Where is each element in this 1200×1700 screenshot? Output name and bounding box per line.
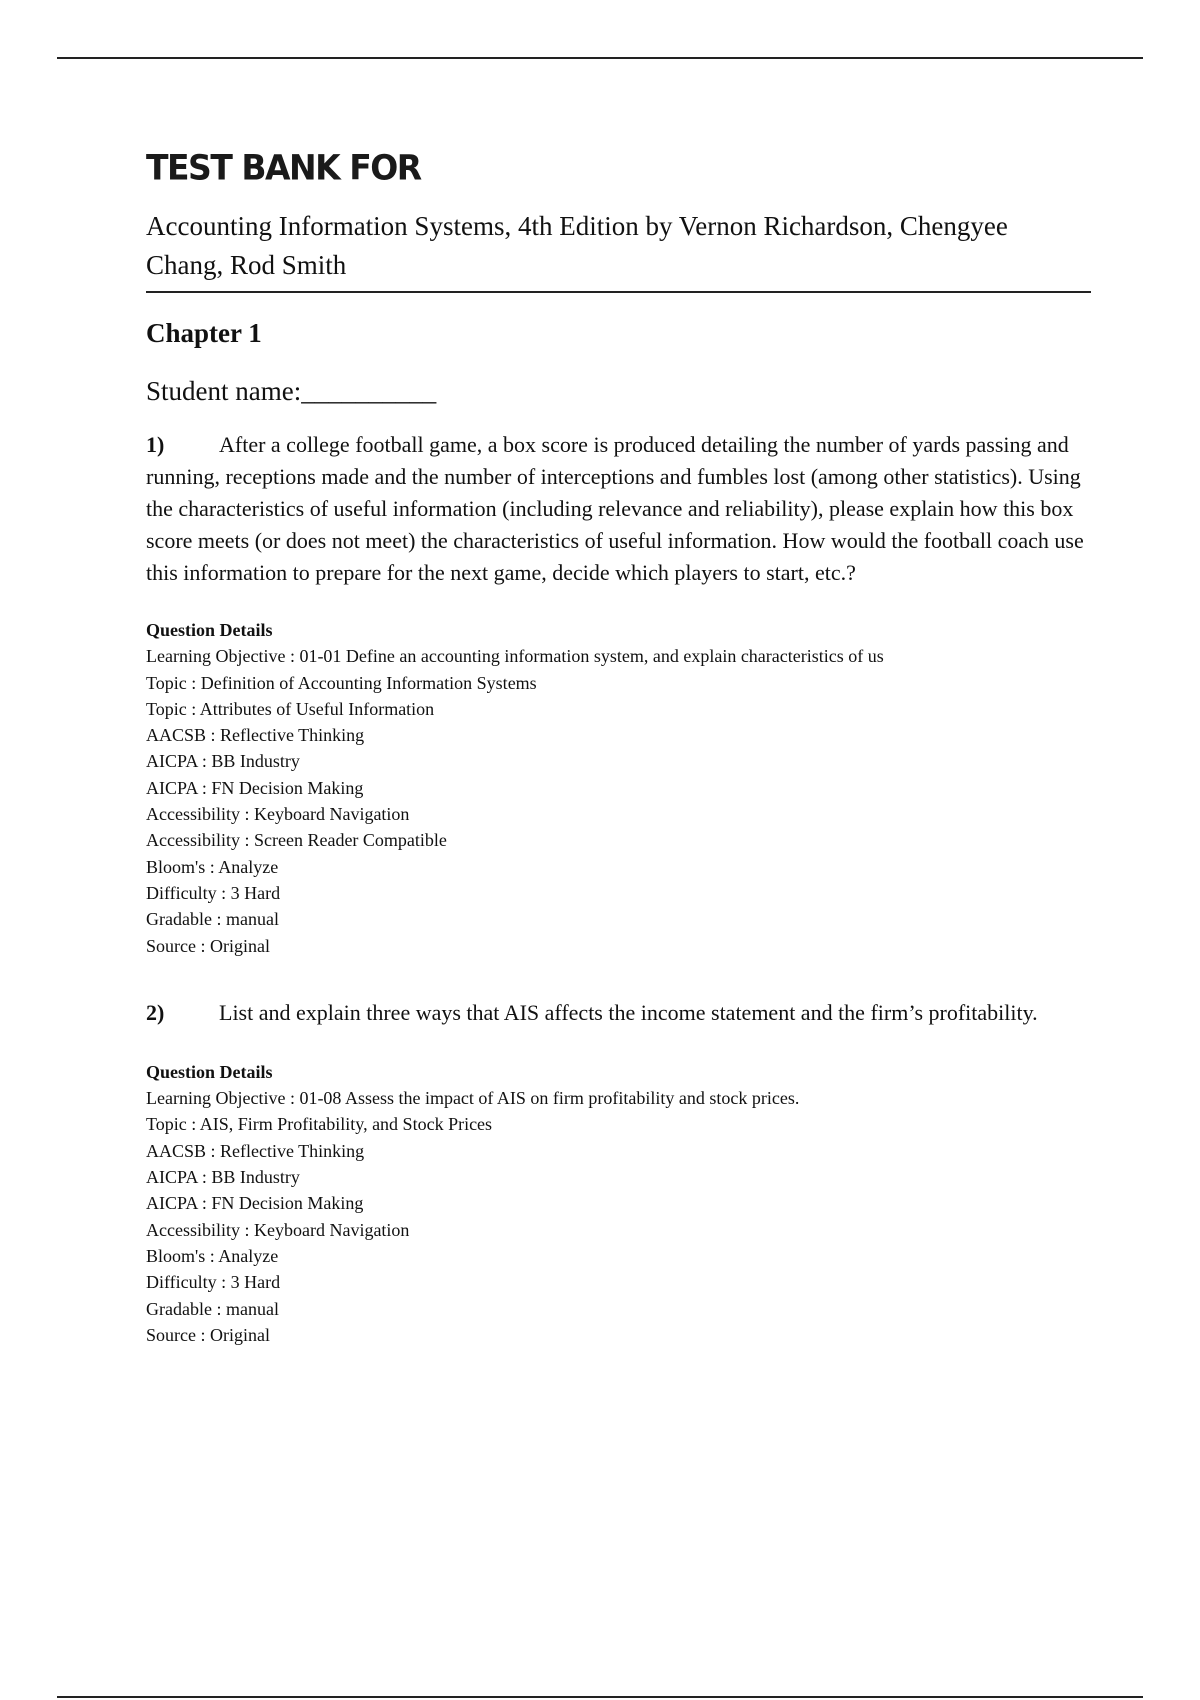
page-content — [146, 146, 1091, 1348]
top-rule — [57, 57, 1143, 59]
detail-line: Bloom's : Analyze — [146, 1245, 279, 1266]
question-2-details — [146, 1059, 1091, 1348]
detail-line: Gradable : manual — [146, 909, 279, 930]
detail-line: Gradable : manual — [146, 1298, 279, 1319]
detail-line: Difficulty : 3 Hard — [146, 1272, 281, 1293]
detail-line: Topic : Attributes of Useful Information — [146, 698, 435, 719]
document-subtitle: Accounting Information Systems, 4th Edition by Vernon Richardson, Chengyee Chang, Rod Smith — [146, 207, 1091, 293]
details-title: Question Details — [146, 1061, 273, 1082]
detail-line: Accessibility : Screen Reader Compatible — [146, 830, 447, 851]
details-title: Question Details — [146, 620, 273, 640]
question-number: 2) — [146, 999, 165, 1025]
detail-line: AICPA : FN Decision Making — [146, 1193, 364, 1214]
question-number: 1) — [146, 432, 165, 457]
detail-line: Source : Original — [146, 935, 270, 956]
detail-line: Accessibility : Keyboard Navigation — [146, 804, 410, 825]
detail-line: Source : Original — [146, 1324, 270, 1345]
student-name-field: Student name:__________ — [146, 376, 437, 406]
question-text: After a college football game, a box score is produced detailing the number of yards passing and running, receptions made and the number of interceptions and fumbles lost (among other statistics). Using the characteristics of useful information (including relevance and reliability), please explain how this box score meets (or does not meet) the characteristics of useful information. How would the football coach use this information to prepare for the next game, decide which players to start, etc.? — [146, 432, 1084, 585]
bottom-rule — [57, 1696, 1143, 1698]
chapter-heading: Chapter 1 — [146, 318, 262, 348]
detail-line: Topic : AIS, Firm Profitability, and Stock Prices — [146, 1114, 493, 1135]
question-2 — [146, 997, 1091, 1029]
detail-line: Difficulty : 3 Hard — [146, 882, 281, 903]
document-title: TEST BANK FOR — [146, 146, 421, 188]
detail-line: AICPA : FN Decision Making — [146, 777, 364, 798]
detail-line: AACSB : Reflective Thinking — [146, 1140, 365, 1161]
detail-line: AICPA : BB Industry — [146, 751, 300, 772]
detail-line: AICPA : BB Industry — [146, 1167, 300, 1188]
detail-line: Topic : Definition of Accounting Information Systems — [146, 672, 537, 693]
question-1 — [146, 429, 1091, 589]
question-1-details — [146, 617, 1091, 959]
detail-line: Learning Objective : 01-01 Define an accounting information system, and explain characteristics of us — [146, 646, 884, 667]
detail-line: Bloom's : Analyze — [146, 856, 279, 877]
question-text: List and explain three ways that AIS affects the income statement and the firm’s profitability. — [219, 999, 1038, 1025]
detail-line: AACSB : Reflective Thinking — [146, 725, 365, 746]
detail-line: Accessibility : Keyboard Navigation — [146, 1219, 410, 1240]
detail-line: Learning Objective : 01-08 Assess the impact of AIS on firm profitability and stock prices. — [146, 1088, 800, 1109]
